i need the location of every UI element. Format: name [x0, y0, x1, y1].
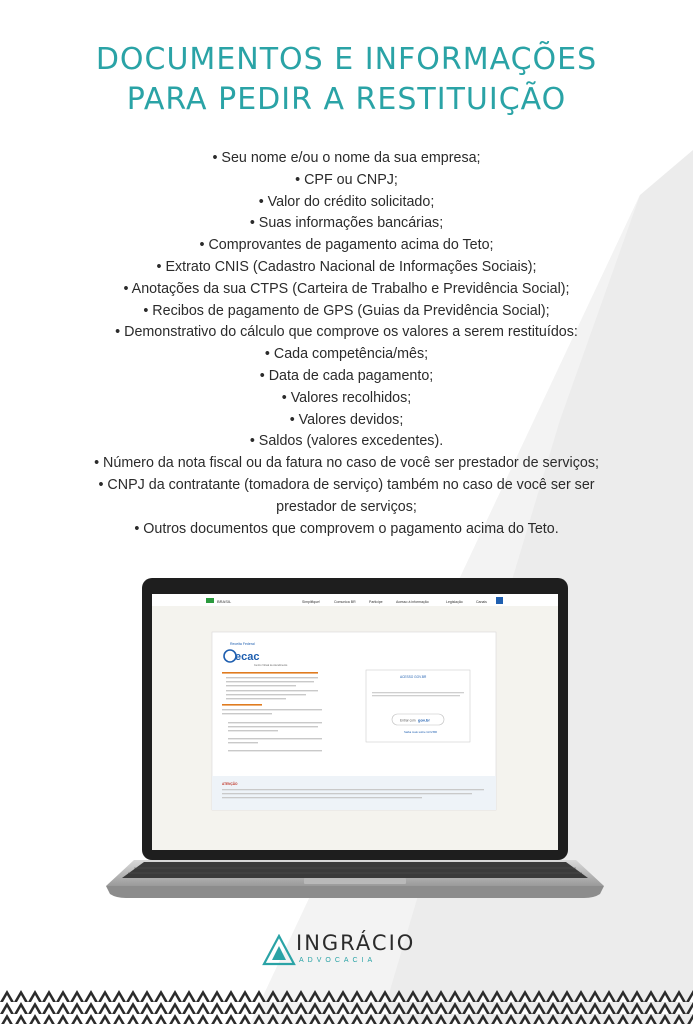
list-item: • Valores devidos;: [289, 411, 404, 428]
list-item: • Outros documentos que comprovem o pagamento acima do Teto.: [134, 520, 559, 537]
list-item: • Recibos de pagamento de GPS (Guias da Previdência Social);: [143, 302, 550, 319]
laptop-trackpad: [304, 878, 406, 884]
attention-title: ATENÇÃO: [222, 782, 238, 786]
ingracio-logo-mark: [262, 934, 296, 968]
nav-item: Acesso à informação: [396, 600, 429, 604]
nav-item: Comunica BR: [334, 600, 356, 604]
list-item: • Número da nota fiscal ou da fatura no caso de você ser prestador de serviços;: [94, 455, 599, 472]
list-item: • Suas informações bancárias;: [249, 215, 444, 232]
list-item: • Extrato CNIS (Cadastro Nacional de Informações Sociais);: [156, 258, 537, 275]
list-item: • Saldos (valores excedentes).: [249, 433, 444, 450]
list-item: • CNPJ da contratante (tomadora de serviço) também no caso de você ser ser: [98, 476, 595, 493]
list-item: • Data de cada pagamento;: [259, 367, 434, 384]
receita-brand: Receita Federal: [230, 642, 255, 646]
list-item: • CPF ou CNPJ;: [295, 171, 398, 188]
nav-item: Simplifique!: [302, 600, 321, 604]
list-item: • Cada competência/mês;: [264, 346, 429, 363]
nav-item: Participe: [369, 600, 383, 604]
page-title-line-2: PARA PEDIR A RESTITUIÇÃO: [126, 82, 567, 117]
list-item: • Seu nome e/ou o nome da sua empresa;: [212, 150, 481, 166]
list-item: • Demonstrativo do cálculo que comprove os valores a serem restituídos:: [115, 324, 578, 341]
govbr-more-link: Saiba mais sobre GOV.BR: [404, 730, 438, 734]
enter-brand: gov.br: [418, 717, 430, 723]
ecac-subtitle: Centro Virtual de Atendimento: [254, 664, 288, 667]
list-item: • Valor do crédito solicitado;: [258, 193, 435, 210]
enter-prefix: Entrar com: [400, 718, 416, 723]
ecac-logo-text: ecac: [235, 651, 260, 663]
list-item: prestador de serviços;: [276, 498, 417, 515]
document-list: [40, 148, 653, 540]
list-item: • Comprovantes de pagamento acima do Teto;: [199, 237, 494, 254]
list-item: • Valores recolhidos;: [281, 389, 412, 406]
gov-label: BRASIL: [217, 599, 232, 604]
laptop-illustration: [104, 578, 606, 898]
accessibility-icon: [496, 597, 503, 604]
decorative-pattern: [0, 990, 693, 1024]
nav-item: Canais: [476, 600, 487, 604]
logo-subtitle: ADVOCACIA: [299, 957, 377, 964]
page-title-line-1: DOCUMENTOS E INFORMAÇÕES: [95, 42, 598, 77]
list-item: • Anotações da sua CTPS (Carteira de Trabalho e Previdência Social);: [123, 280, 570, 297]
logo-name: INGRÁCIO: [296, 931, 416, 955]
nav-item: Legislação: [446, 600, 463, 604]
access-title: ACESSO GOV.BR: [400, 675, 427, 679]
